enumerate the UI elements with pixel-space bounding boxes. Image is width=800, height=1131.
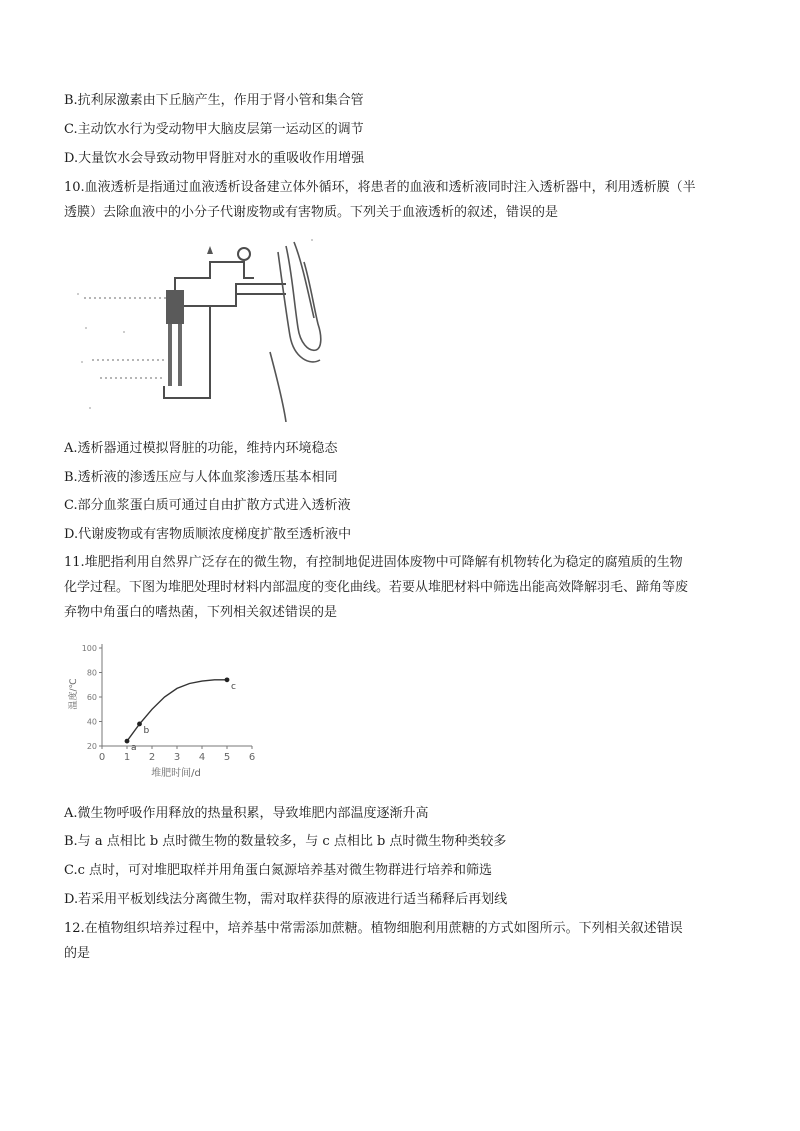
point-b: [137, 722, 142, 727]
q10-option-c: C.部分血浆蛋白质可通过自由扩散方式进入透析液: [64, 498, 351, 513]
q10-option-d: D.代谢废物或有害物质顺浓度梯度扩散至透析液中: [64, 527, 352, 542]
compost-temperature-chart-svg: [66, 636, 266, 786]
dialyzer-body: [166, 290, 184, 324]
q10-option-a: A.透析器通过模拟肾脏的功能，维持内环境稳态: [64, 441, 338, 456]
x-tick-label: 3: [173, 752, 181, 763]
q10-option-b: B.透析液的渗透压应与人体血浆渗透压基本相同: [64, 470, 338, 485]
y-tick-label: 80: [86, 668, 97, 678]
q9-option-c: C.主动饮水行为受动物甲大脑皮层第一运动区的调节: [64, 122, 364, 137]
q11-stem-line3: 弃物中角蛋白的嗜热菌，下列相关叙述错误的是: [64, 605, 338, 620]
y-axis-label: 温度/℃: [69, 678, 79, 710]
compost-temperature-chart: [66, 636, 266, 786]
hemodialysis-diagram: [64, 232, 354, 422]
y-tick-label: 40: [86, 717, 97, 727]
q11-option-d: D.若采用平板划线法分离微生物，需对取样获得的原液进行适当稀释后再划线: [64, 892, 508, 907]
x-tick-label: 2: [148, 752, 156, 763]
point-label-a: a: [131, 743, 137, 754]
q10-stem-line1: 10.血液透析是指通过血液透析设备建立体外循环，将患者的血液和透析液同时注入透析器中，利用透析膜（半: [64, 180, 696, 195]
q10-stem-line2: 透膜）去除血液中的小分子代谢废物或有害物质。下列关于血液透析的叙述，错误的是: [64, 205, 559, 220]
point-a: [125, 739, 130, 744]
x-tick-label: 0: [98, 752, 106, 763]
dialyzer-tube-right: [178, 324, 182, 386]
y-tick-label: 20: [86, 742, 97, 751]
q11-stem-line1: 11.堆肥指利用自然界广泛存在的微生物，有控制地促进固体废物中可降解有机物转化为稳定的腐殖质的生物: [64, 555, 683, 570]
q9-option-b: B.抗利尿激素由下丘脑产生，作用于肾小管和集合管: [64, 93, 364, 108]
hemodialysis-diagram-svg: [64, 232, 354, 422]
q11-option-b: B.与 a 点相比 b 点时微生物的数量较多，与 c 点相比 b 点时微生物种类较多: [64, 834, 507, 849]
q11-stem-line2: 化学过程。下图为堆肥处理时材料内部温度的变化曲线。若要从堆肥材料中筛选出能高效降解羽毛、蹄角等废: [64, 580, 689, 595]
x-tick-label: 5: [223, 752, 231, 763]
q12-stem-line1: 12.在植物组织培养过程中，培养基中常需添加蔗糖。植物细胞利用蔗糖的方式如图所示。下列相关叙述错误: [64, 921, 683, 936]
x-tick-label: 1: [123, 752, 131, 763]
series-temperature-line: [127, 680, 227, 741]
q11-option-c: C.c 点时，可对堆肥取样并用角蛋白氮源培养基对微生物群进行培养和筛选: [64, 863, 493, 878]
point-c: [225, 677, 230, 682]
q12-stem-line2: 的是: [64, 946, 91, 961]
x-tick-label: 6: [248, 752, 256, 763]
x-tick-label: 4: [198, 752, 206, 763]
q9-option-d: D.大量饮水会导致动物甲肾脏对水的重吸收作用增强: [64, 151, 365, 166]
y-tick-label: 60: [86, 693, 97, 702]
point-label-c: c: [231, 681, 236, 692]
dialyzer-tube-left: [168, 324, 172, 386]
y-tick-label: 100: [81, 644, 97, 653]
q11-option-a: A.微生物呼吸作用释放的热量积累，导致堆肥内部温度逐渐升高: [64, 806, 429, 821]
point-label-b: b: [143, 725, 150, 736]
x-axis-label: 堆肥时间/d: [151, 768, 201, 779]
